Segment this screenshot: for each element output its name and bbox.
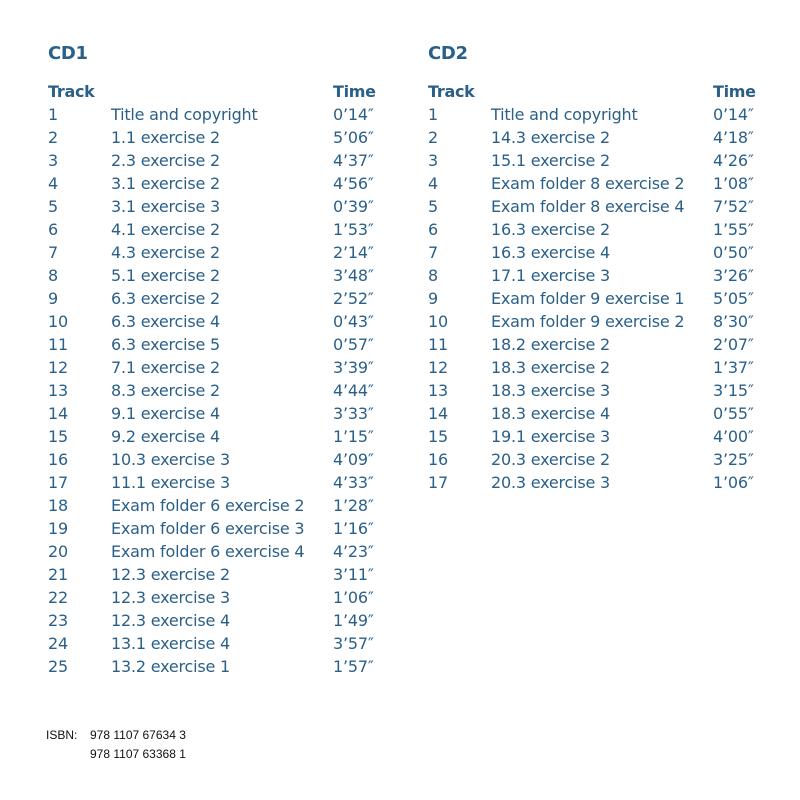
track-time: 3’33″: [333, 404, 374, 423]
track-row: [426, 402, 768, 425]
track-number: 5: [428, 197, 438, 216]
cd1-track-header: Track: [48, 82, 95, 101]
track-title: 2.3 exercise 2: [111, 151, 221, 170]
isbn-number: 978 1107 67634 3: [90, 728, 186, 742]
cd1-track-table: [46, 80, 388, 678]
track-number: 17: [428, 473, 448, 492]
track-title: 20.3 exercise 3: [491, 473, 611, 492]
track-title: 12.3 exercise 2: [111, 565, 231, 584]
track-title: 4.3 exercise 2: [111, 243, 221, 262]
track-title: 9.1 exercise 4: [111, 404, 221, 423]
track-time: 4’09″: [333, 450, 374, 469]
cd2-header-row: [426, 80, 768, 103]
track-title: Exam folder 6 exercise 3: [111, 519, 305, 538]
track-time: 2’52″: [333, 289, 374, 308]
track-row: [46, 425, 388, 448]
track-time: 1’16″: [333, 519, 374, 538]
track-time: 1’57″: [333, 657, 374, 676]
isbn-number: 978 1107 63368 1: [90, 747, 186, 761]
track-number: 15: [48, 427, 68, 446]
track-number: 9: [48, 289, 58, 308]
track-row: [426, 218, 768, 241]
track-number: 8: [48, 266, 58, 285]
track-title: 11.1 exercise 3: [111, 473, 231, 492]
track-time: 1’28″: [333, 496, 374, 515]
track-number: 7: [428, 243, 438, 262]
track-title: Title and copyright: [491, 105, 638, 124]
track-title: Exam folder 6 exercise 4: [111, 542, 305, 561]
track-row: [46, 333, 388, 356]
cd2-block: [426, 44, 768, 494]
track-row: [426, 287, 768, 310]
track-time: 3’39″: [333, 358, 374, 377]
track-row: [46, 655, 388, 678]
track-title: 18.3 exercise 3: [491, 381, 611, 400]
track-row: [46, 172, 388, 195]
track-time: 4’00″: [713, 427, 754, 446]
track-time: 1’15″: [333, 427, 374, 446]
track-row: [46, 356, 388, 379]
track-time: 3’26″: [713, 266, 754, 285]
track-time: 1’08″: [713, 174, 754, 193]
track-title: 3.1 exercise 3: [111, 197, 221, 216]
track-row: [426, 149, 768, 172]
track-number: 10: [48, 312, 68, 331]
cd2-track-table: [426, 80, 768, 494]
track-row: [46, 471, 388, 494]
track-title: 19.1 exercise 3: [491, 427, 611, 446]
isbn-row: [46, 745, 186, 764]
track-row: [426, 379, 768, 402]
track-time: 0’50″: [713, 243, 754, 262]
track-time: 5’05″: [713, 289, 754, 308]
track-number: 20: [48, 542, 68, 561]
track-number: 13: [428, 381, 448, 400]
track-title: Title and copyright: [111, 105, 258, 124]
track-title: 9.2 exercise 4: [111, 427, 221, 446]
track-title: Exam folder 9 exercise 1: [491, 289, 685, 308]
cd1-block: [46, 44, 388, 678]
track-time: 1’37″: [713, 358, 754, 377]
track-row: [46, 103, 388, 126]
track-number: 11: [48, 335, 68, 354]
track-time: 0’57″: [333, 335, 374, 354]
cd2-track-header: Track: [428, 82, 475, 101]
track-title: 15.1 exercise 2: [491, 151, 611, 170]
track-number: 4: [48, 174, 58, 193]
isbn-block: [46, 726, 186, 764]
track-row: [426, 448, 768, 471]
track-time: 4’26″: [713, 151, 754, 170]
cd1-title: CD1: [48, 43, 88, 64]
track-row: [46, 632, 388, 655]
track-row: [46, 563, 388, 586]
track-title: 12.3 exercise 3: [111, 588, 231, 607]
track-time: 7’52″: [713, 197, 754, 216]
track-time: 4’33″: [333, 473, 374, 492]
track-number: 22: [48, 588, 68, 607]
track-number: 18: [48, 496, 68, 515]
track-row: [426, 471, 768, 494]
track-number: 19: [48, 519, 68, 538]
track-title: 20.3 exercise 2: [491, 450, 611, 469]
track-time: 3’11″: [333, 565, 374, 584]
track-time: 2’14″: [333, 243, 374, 262]
cd2-title: CD2: [428, 43, 468, 64]
track-time: 0’43″: [333, 312, 374, 331]
track-title: 4.1 exercise 2: [111, 220, 221, 239]
track-time: 3’57″: [333, 634, 374, 653]
track-number: 9: [428, 289, 438, 308]
track-title: 7.1 exercise 2: [111, 358, 221, 377]
track-row: [426, 241, 768, 264]
track-title: Exam folder 6 exercise 2: [111, 496, 305, 515]
track-title: 16.3 exercise 2: [491, 220, 611, 239]
track-number: 16: [48, 450, 68, 469]
track-number: 15: [428, 427, 448, 446]
track-time: 3’48″: [333, 266, 374, 285]
cd1-track-list: [46, 103, 388, 678]
track-time: 0’14″: [713, 105, 754, 124]
track-number: 1: [48, 105, 58, 124]
track-row: [46, 494, 388, 517]
track-number: 6: [428, 220, 438, 239]
isbn-row: [46, 726, 186, 745]
track-time: 1’06″: [713, 473, 754, 492]
track-number: 25: [48, 657, 68, 676]
track-number: 14: [48, 404, 68, 423]
track-row: [46, 126, 388, 149]
track-title: 17.1 exercise 3: [491, 266, 611, 285]
track-time: 3’25″: [713, 450, 754, 469]
track-title: 8.3 exercise 2: [111, 381, 221, 400]
track-number: 12: [48, 358, 68, 377]
track-number: 3: [428, 151, 438, 170]
track-number: 6: [48, 220, 58, 239]
track-row: [426, 310, 768, 333]
track-title: 14.3 exercise 2: [491, 128, 611, 147]
track-row: [46, 517, 388, 540]
track-number: 8: [428, 266, 438, 285]
track-time: 1’06″: [333, 588, 374, 607]
track-number: 1: [428, 105, 438, 124]
track-number: 12: [428, 358, 448, 377]
track-title: 16.3 exercise 4: [491, 243, 611, 262]
track-time: 1’49″: [333, 611, 374, 630]
track-row: [46, 540, 388, 563]
track-time: 0’14″: [333, 105, 374, 124]
track-row: [46, 218, 388, 241]
track-number: 11: [428, 335, 448, 354]
track-number: 24: [48, 634, 68, 653]
track-row: [46, 586, 388, 609]
track-number: 3: [48, 151, 58, 170]
track-time: 4’56″: [333, 174, 374, 193]
track-time: 2’07″: [713, 335, 754, 354]
track-title: 18.3 exercise 4: [491, 404, 611, 423]
track-row: [426, 172, 768, 195]
track-row: [426, 195, 768, 218]
track-row: [426, 103, 768, 126]
track-row: [46, 609, 388, 632]
track-title: 10.3 exercise 3: [111, 450, 231, 469]
track-title: 1.1 exercise 2: [111, 128, 221, 147]
track-title: 18.2 exercise 2: [491, 335, 611, 354]
track-number: 21: [48, 565, 68, 584]
track-title: 6.3 exercise 5: [111, 335, 221, 354]
track-number: 14: [428, 404, 448, 423]
track-time: 5’06″: [333, 128, 374, 147]
track-time: 4’44″: [333, 381, 374, 400]
track-row: [46, 379, 388, 402]
track-time: 1’53″: [333, 220, 374, 239]
track-title: 13.1 exercise 4: [111, 634, 231, 653]
track-number: 17: [48, 473, 68, 492]
track-time: 8’30″: [713, 312, 754, 331]
track-row: [46, 241, 388, 264]
track-title: Exam folder 9 exercise 2: [491, 312, 685, 331]
track-number: 7: [48, 243, 58, 262]
track-number: 23: [48, 611, 68, 630]
track-time: 4’37″: [333, 151, 374, 170]
track-row: [46, 287, 388, 310]
track-number: 16: [428, 450, 448, 469]
cd2-time-header: Time: [713, 82, 756, 101]
track-row: [46, 448, 388, 471]
track-title: 13.2 exercise 1: [111, 657, 231, 676]
track-title: 6.3 exercise 4: [111, 312, 221, 331]
track-title: 3.1 exercise 2: [111, 174, 221, 193]
track-number: 2: [48, 128, 58, 147]
track-time: 4’18″: [713, 128, 754, 147]
cd2-track-list: [426, 103, 768, 494]
track-row: [426, 333, 768, 356]
cd1-header-row: [46, 80, 388, 103]
track-row: [46, 195, 388, 218]
track-title: Exam folder 8 exercise 4: [491, 197, 685, 216]
track-row: [46, 310, 388, 333]
track-title: 12.3 exercise 4: [111, 611, 231, 630]
cd1-time-header: Time: [333, 82, 376, 101]
isbn-label: ISBN:: [46, 728, 78, 742]
track-time: 0’39″: [333, 197, 374, 216]
track-row: [426, 264, 768, 287]
track-time: 3’15″: [713, 381, 754, 400]
track-time: 0’55″: [713, 404, 754, 423]
track-row: [426, 425, 768, 448]
track-row: [426, 356, 768, 379]
track-row: [46, 264, 388, 287]
track-row: [426, 126, 768, 149]
track-time: 1’55″: [713, 220, 754, 239]
track-title: 5.1 exercise 2: [111, 266, 221, 285]
track-time: 4’23″: [333, 542, 374, 561]
track-number: 4: [428, 174, 438, 193]
track-row: [46, 149, 388, 172]
track-number: 5: [48, 197, 58, 216]
track-title: 18.3 exercise 2: [491, 358, 611, 377]
track-row: [46, 402, 388, 425]
track-number: 2: [428, 128, 438, 147]
track-title: 6.3 exercise 2: [111, 289, 221, 308]
track-number: 10: [428, 312, 448, 331]
track-number: 13: [48, 381, 68, 400]
track-title: Exam folder 8 exercise 2: [491, 174, 685, 193]
